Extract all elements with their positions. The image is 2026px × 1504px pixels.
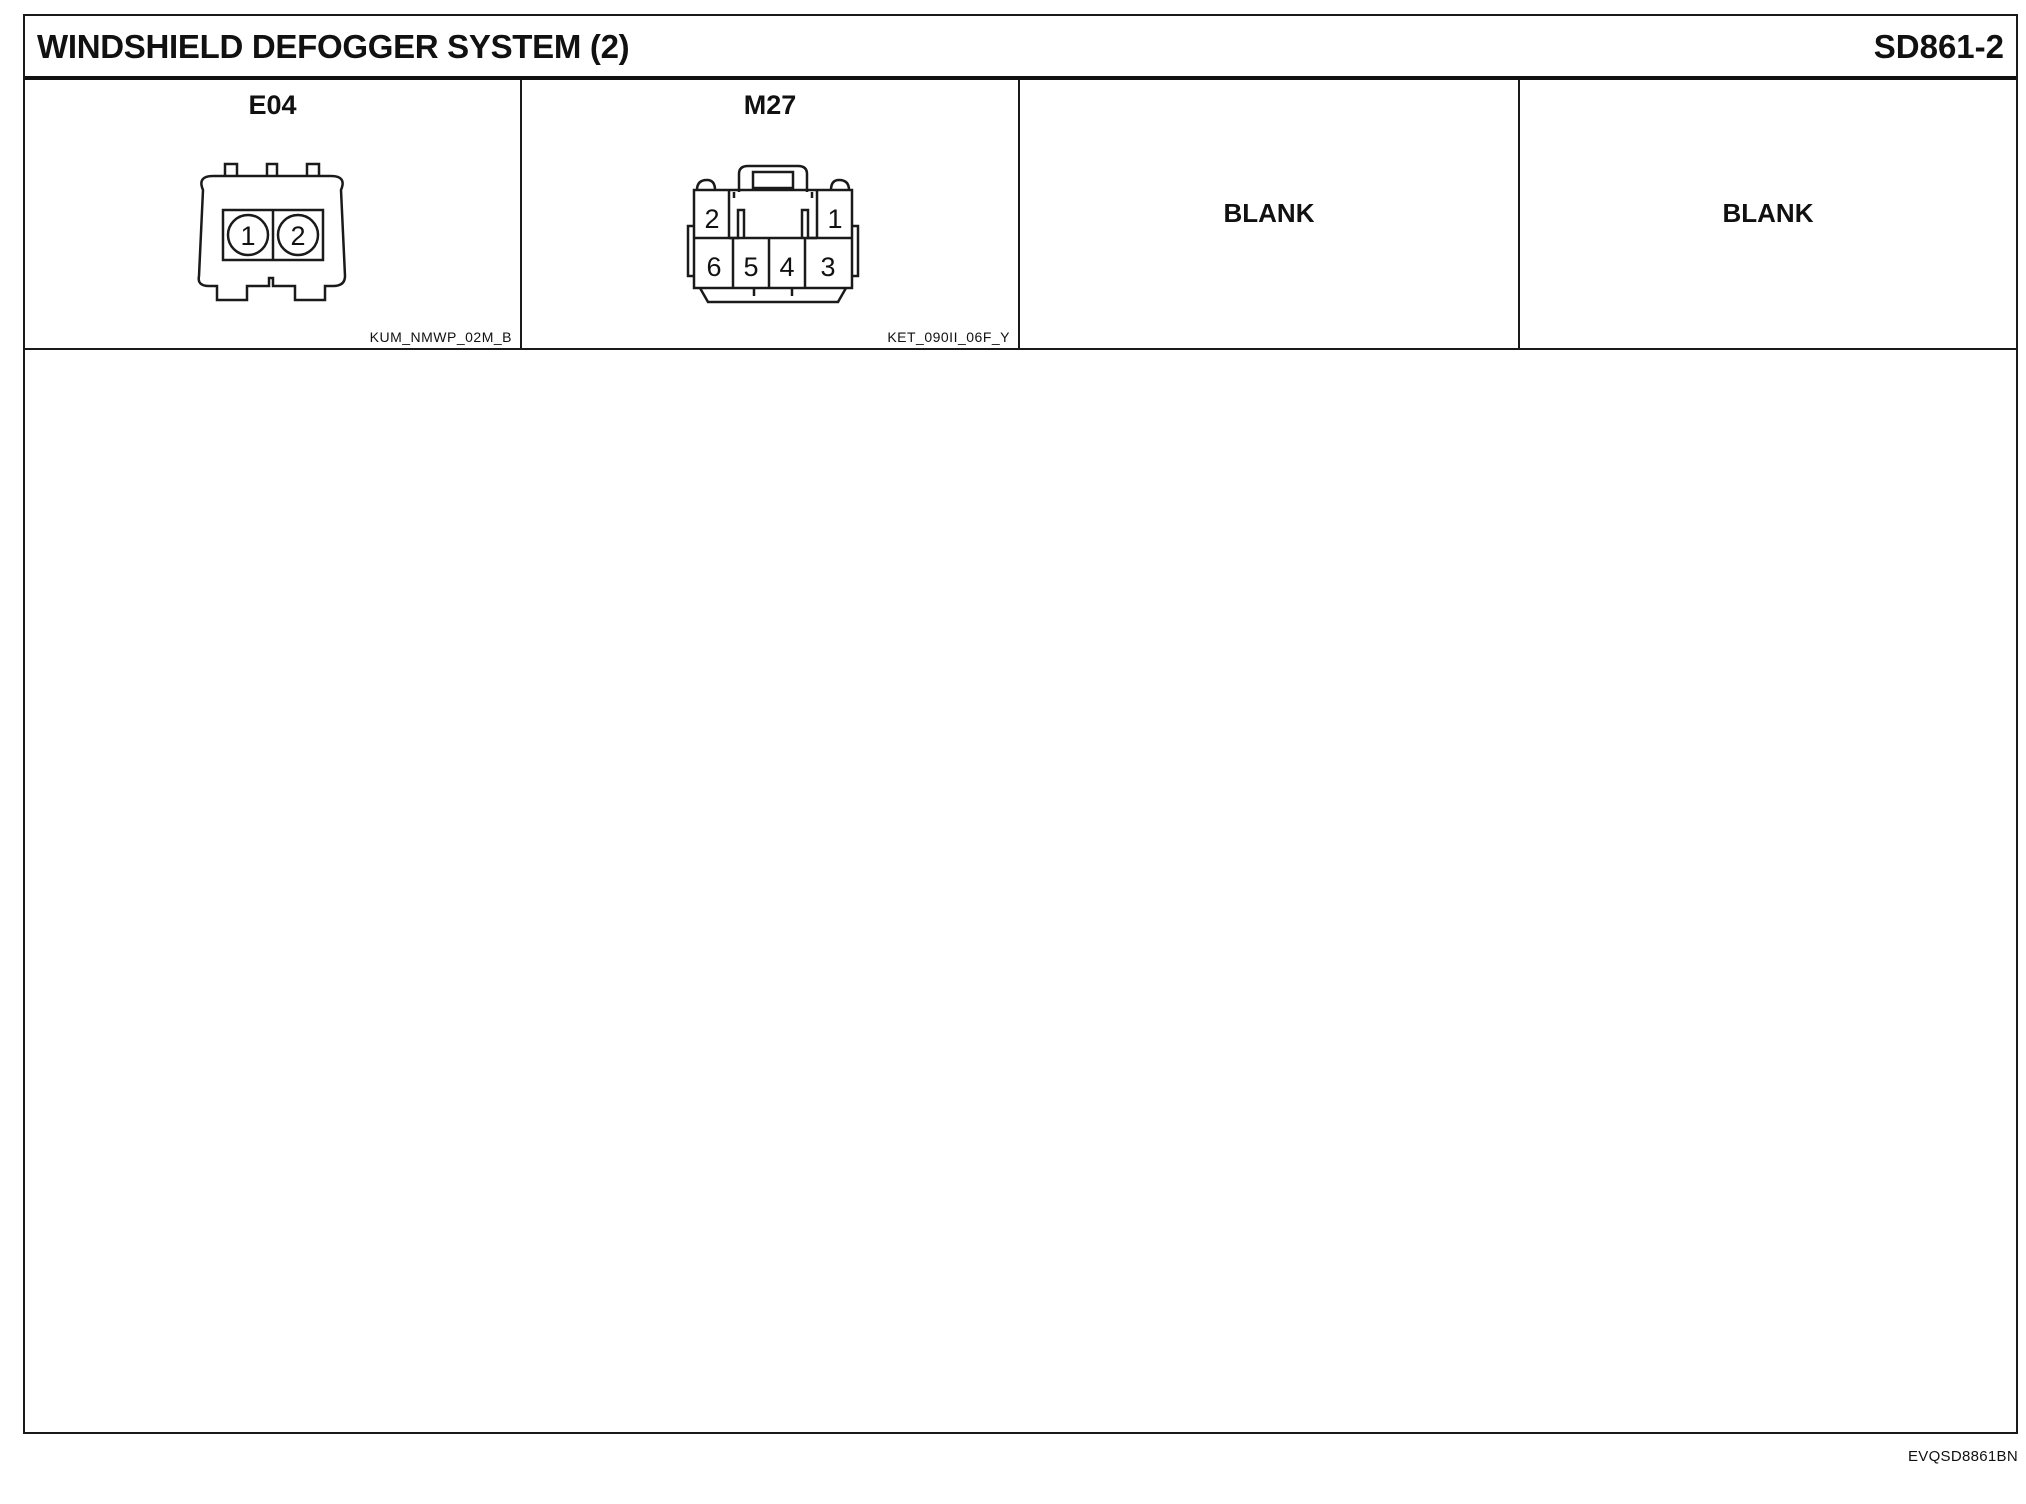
figure-code: EVQSD8861BN [1907,1448,2018,1465]
pin-label: 5 [743,252,759,282]
pin-label: 1 [827,204,843,234]
pin-label: 3 [820,252,836,282]
pin-label: 2 [704,204,720,234]
connector-id: M27 [743,90,797,120]
part-number: KUM_NMWP_02M_B [369,329,512,345]
pin-label: 2 [290,221,306,251]
connector-id: E04 [248,90,297,120]
connector-row [25,80,2016,350]
pin-label: 1 [240,221,256,251]
part-number: KET_090II_06F_Y [887,329,1010,345]
pin-label: 6 [706,252,722,282]
section-code: SD861-2 [1873,28,2004,65]
diagram-frame [23,14,2018,1434]
blank-label: BLANK [1223,198,1315,228]
connector-cell-blank-1 [1020,80,1520,348]
blank-label: BLANK [1722,198,1814,228]
connector-cell-blank-2 [1520,80,2016,348]
page-title: WINDSHIELD DEFOGGER SYSTEM (2) [37,28,630,65]
two-pin-connector-icon [25,80,522,348]
pin-label: 4 [779,252,795,282]
connector-cell-e04 [25,80,522,348]
connector-cell-m27 [522,80,1020,348]
title-bar [25,16,2016,80]
six-pin-connector-icon [522,80,1020,348]
